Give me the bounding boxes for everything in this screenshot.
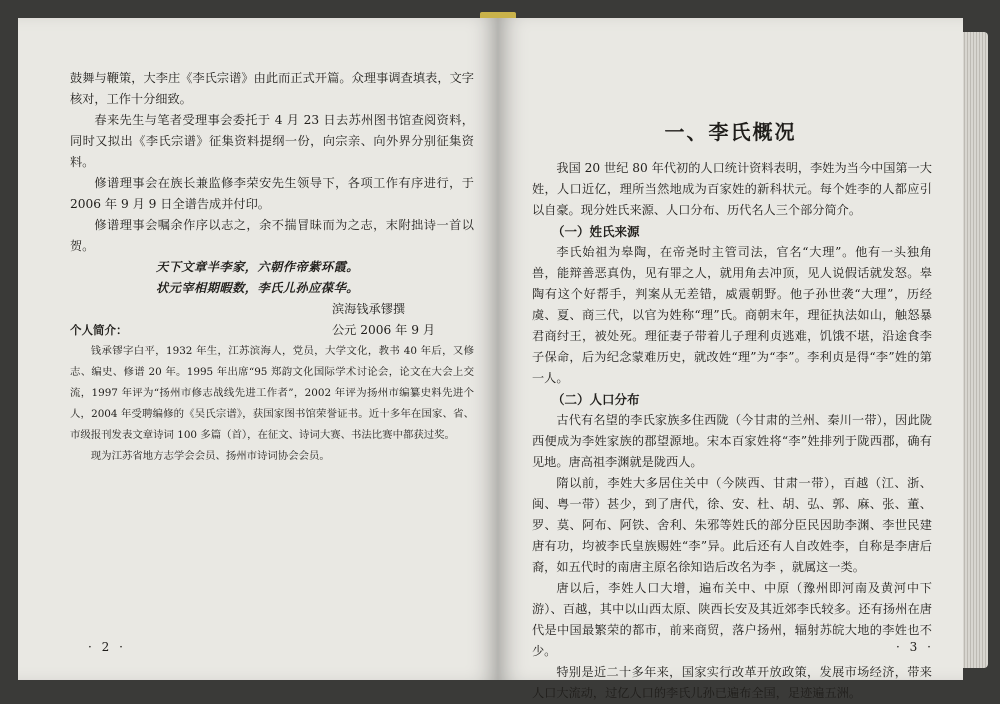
author-signature: 滨海钱承镠撰 <box>332 302 406 316</box>
page-edges <box>962 32 988 668</box>
bio-paragraph: 现为江苏省地方志学会会员、扬州市诗词协会会员。 <box>90 450 330 462</box>
section-paragraph: 唐以后，李姓人口大增，遍布关中、中原（豫州即河南及黄河中下游）、百越，其中以山西太原、陕西长安及其近郊李氏较多。还有扬州在唐代是中国最繁荣的都市，前来商贸，落户扬州，辐射苏皖大地的李姓也不少。 <box>532 581 932 658</box>
intro-paragraph: 我国 20 世纪 80 年代初的人口统计资料表明，李姓为当今中国第一大姓，人口近亿，理所当然地成为百家姓的新科状元。每个姓李的人都应引以自豪。现分姓氏来源、人口分布、历代名人三个部分简介。 <box>532 161 932 217</box>
poem-line: 天下文章半李家，六朝作帝紫环霞。 <box>156 260 359 274</box>
preface-paragraph: 春来先生与笔者受理事会委托于 4 月 23 日去苏州图书馆查阅资料，同时又拟出《李氏宗谱》征集资料提纲一份，向宗亲、向外界分别征集资料。 <box>70 113 474 169</box>
page-number-right: · 3 · <box>896 640 934 654</box>
section-paragraph: 李氏始祖为皋陶，在帝尧时主管司法，官名“大理”。他有一头独角兽，能辩善恶真伪，见有罪之人，就用角去冲顶，见人说假话就发怒。皋陶有这个好帮手，判案从无差错，威震朝野。他子孙世袭“大理”，历经虞、夏、商三代，以官为姓称“理”氏。商朝末年，理征执法如山，触怒暴君商纣王，被处死。理征妻子带着儿子理利贞逃难，饥饿不堪，沿途食李子保命，后为纪念蒙难历史，就改姓“理”为“李”。李利贞是得“李”姓的第一人。 <box>532 245 932 385</box>
open-book <box>18 18 988 700</box>
section-heading: （二）人口分布 <box>552 392 640 407</box>
poem-line: 状元宰相期暇数，李氏儿孙应葆华。 <box>156 281 359 295</box>
author-bio <box>70 320 474 467</box>
chapter-title: 一、李氏概况 <box>664 120 797 144</box>
section-paragraph: 古代有名望的李氏家族多住西陇（今甘肃的兰州、秦川一带），因此陇西便成为李姓家族的郡望源地。宋本百家姓将“李”姓排列于陇西郡，确有见地。唐高祖李渊就是陇西人。 <box>532 413 932 469</box>
preface-text <box>70 68 474 341</box>
right-page <box>498 18 963 700</box>
chapter-body <box>532 158 932 704</box>
section-paragraph: 隋以前，李姓大多居住关中（今陕西、甘肃一带），百越（江、浙、闽、粤一带）甚少，到了唐代，徐、安、杜、胡、弘、郭、麻、张、董、罗、莫、阿布、阿铁、舍利、朱邪等姓氏的部分臣民因助李渊、李世民建唐有功，均被李氏皇族赐姓“李”异。此后还有人自改姓李，自称是李唐后裔，如五代时的南唐主原名徐知诰后改名为李 ，就属这一类。 <box>532 476 932 574</box>
bio-title: 个人简介： <box>70 323 128 337</box>
bio-paragraph: 钱承镠字白平，1932 年生，江苏滨海人，党员，大学文化，教书 40 年后，又修志、编史、修谱 20 年。1995 年出席“95 郑韵文化国际学术讨论会，论文在大会上交流，1997 年评为“扬州市修志战线先进工作者”，2002 年评为扬州市编纂史料先进个人，2004 年受聘编修的《吴氏宗谱》，获国家图书馆荣誉证书。近十多年在国家、省、市级报刊发表文章诗词 100 多篇（首），在征文、诗词大赛、书法比赛中都获过奖。 <box>70 345 474 441</box>
preface-paragraph: 修谱理事会在族长兼监修李荣安先生领导下，各项工作有序进行，于 2006 年 9 月 9 日全谱告成并付印。 <box>70 176 474 211</box>
section-heading: （一）姓氏来源 <box>552 224 640 239</box>
signature-date: 公元 2006 年 9 月 <box>332 323 436 337</box>
section-paragraph: 特别是近二十多年来，国家实行改革开放政策，发展市场经济，带来人口大流动，过亿人口的李氏儿孙已遍布全国，足迹遍五洲。 <box>532 665 932 700</box>
preface-paragraph: 修谱理事会嘱余作序以志之，余不揣冒昧而为之志，末附拙诗一首以贺。 <box>70 218 474 253</box>
left-page <box>18 18 498 680</box>
page-number-left: · 2 · <box>88 640 126 654</box>
preface-paragraph: 鼓舞与鞭策，大李庄《李氏宗谱》由此而正式开篇。众理事调查填表，文字核对，工作十分细致。 <box>70 71 474 106</box>
